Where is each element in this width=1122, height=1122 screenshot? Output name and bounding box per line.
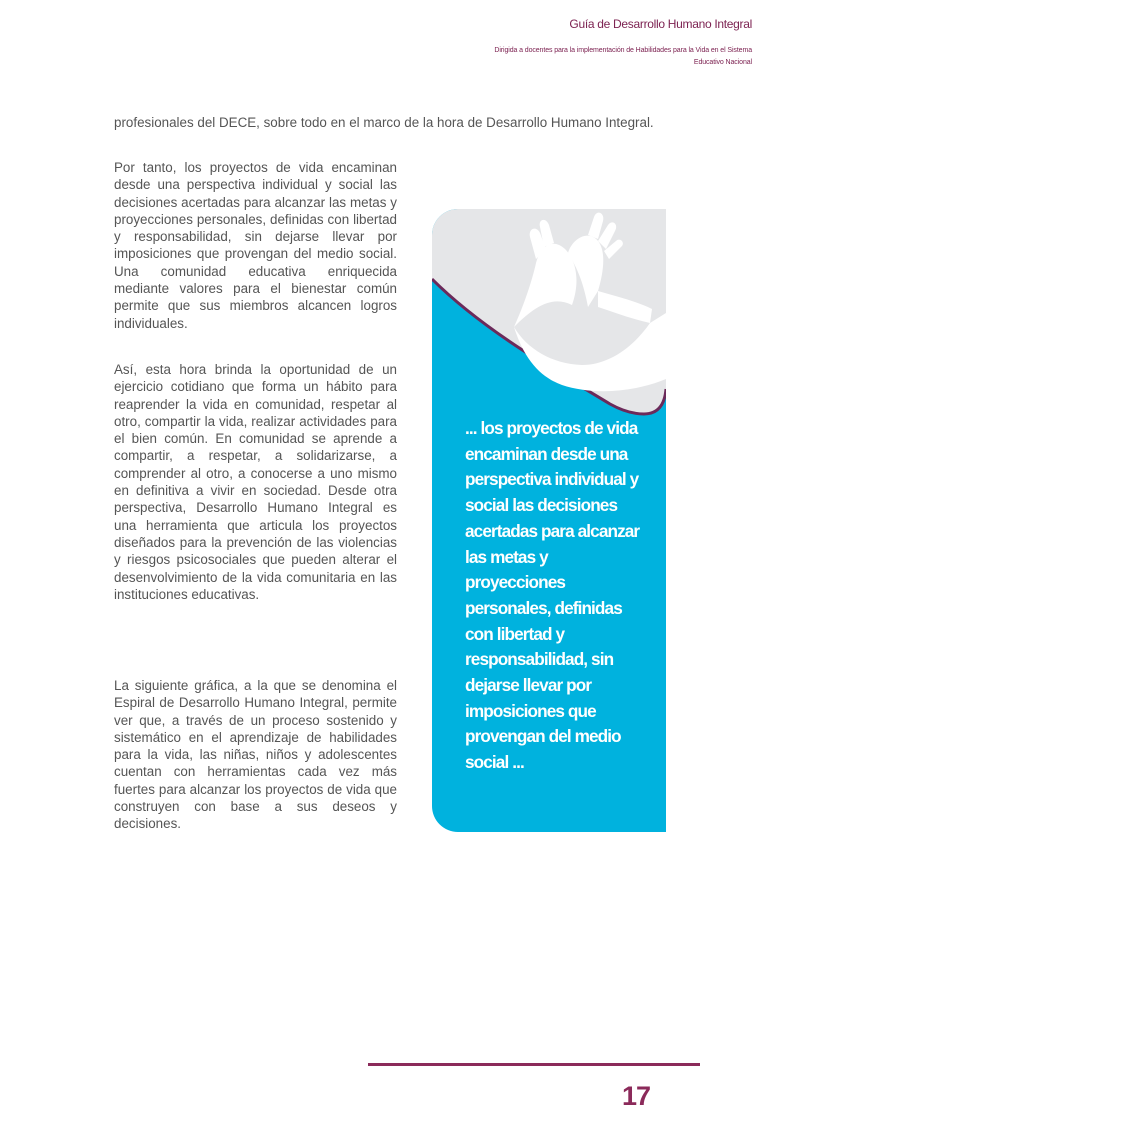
paragraph-2: Así, esta hora brinda la oportunidad de un ejercicio cotidiano que forma un hábito para reaprender la vida en comunidad, respetar al otro, compartir la vida, realizar actividades para el bien común. En comunidad se aprende a compartir, a respetar, a solidarizarse, a comprender al otro, a conocerse a uno mismo en definitiva a vivir en sociedad. Desde otra perspectiva, Desarrollo Humano Integral es una herramienta que articula los proyectos diseñados para la prevención de las violencias y riesgos psicosociales que pueden alterar el desenvolvimiento de la vida comunitaria en las instituciones educativas. [114,362,397,602]
paragraph-1: Por tanto, los proyectos de vida encaminan desde una perspectiva individual y social las decisiones acertadas para alcanzar las metas y proyecciones personales, definidas con libertad y responsabilidad, sin dejarse llevar por imposiciones que provengan del medio social. Una comunidad educativa enriquecida mediante valores para el bienestar común permite que sus miembros alcancen logros individuales. [114,160,397,331]
header-subtitle: Dirigida a docentes para la implementación de Habilidades para la Vida en el Sistema Educativo Nacional [494,47,752,66]
quote-callout [432,209,666,832]
callout-quote: ... los proyectos de vida encaminan desde una perspectiva individual y social las decisiones acertadas para alcanzar las metas y proyecciones personales, definidas con libertad y responsabilidad, sin dejarse llevar por imposiciones que provengan del medio social ... [465,418,640,773]
page-number: 17 [622,1081,651,1111]
intro-paragraph: profesionales del DECE, sobre todo en el marco de la hora de Desarrollo Humano Integral. [114,115,654,130]
header-title: Guía de Desarrollo Humano Integral [569,17,752,31]
paragraph-3: La siguiente gráfica, a la que se denomina el Espiral de Desarrollo Humano Integral, permite ver que, a través de un proceso sostenido y sistemático en el aprendizaje de habilidades para la vida, las niñas, niños y adolescentes cuentan con herramientas cada vez más fuertes para alcanzar los proyectos de vida que construyen con base a sus deseos y decisiones. [114,678,397,832]
footer-divider [368,1063,700,1066]
